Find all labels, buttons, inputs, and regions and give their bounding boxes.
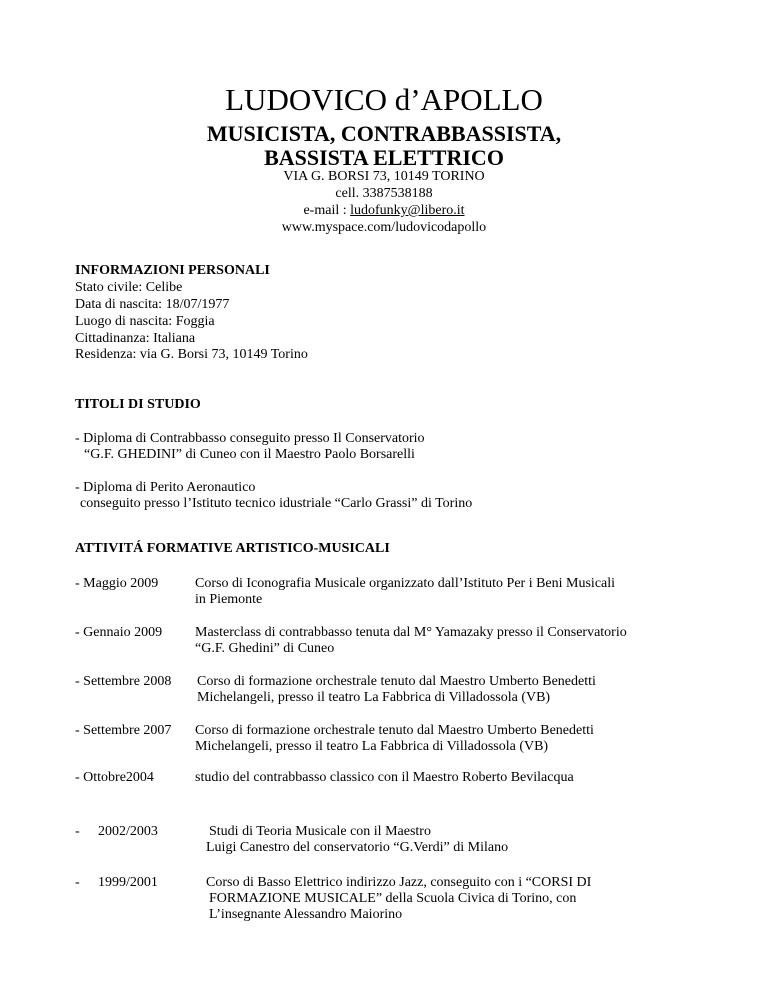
email-link[interactable]: ludofunky@libero.it — [350, 203, 465, 218]
studies-heading: TITOLI DI STUDIO — [75, 397, 201, 412]
entry-desc: Michelangeli, presso il teatro La Fabbrica di Villadossola (VB) — [197, 690, 551, 705]
entry-desc: Michelangeli, presso il teatro La Fabbrica di Villadossola (VB) — [195, 739, 549, 754]
email-label: e-mail : — [303, 203, 351, 218]
entry-desc: FORMAZIONE MUSICALE” della Scuola Civica di Torino, con — [209, 891, 577, 906]
entry-desc: Luigi Canestro del conservatorio “G.Verdi” di Milano — [206, 840, 509, 855]
cv-title-line1: MUSICISTA, CONTRABBASSISTA, — [206, 121, 562, 146]
entry-desc: studio del contrabbasso classico con il Maestro Roberto Bevilacqua — [195, 770, 574, 785]
entry-date: 1999/2001 — [98, 875, 158, 890]
entry-date: - Maggio 2009 — [75, 576, 159, 591]
entry-desc: Masterclass di contrabbasso tenuta dal M° Yamazaky presso il Conservatorio — [195, 625, 627, 640]
study-item: conseguito presso l’Istituto tecnico idustriale “Carlo Grassi” di Torino — [80, 496, 473, 511]
personal-line: Data di nascita: 18/07/1977 — [75, 297, 230, 312]
personal-line: Luogo di nascita: Foggia — [75, 314, 215, 329]
study-item: “G.F. GHEDINI” di Cuneo con il Maestro Paolo Borsarelli — [84, 447, 415, 462]
entry-desc: Corso di formazione orchestrale tenuto dal Maestro Umberto Benedetti — [197, 674, 596, 689]
entry-desc: Corso di Iconografia Musicale organizzato dall’Istituto Per i Beni Musicali — [195, 576, 616, 591]
entry-desc: L’insegnante Alessandro Maiorino — [209, 907, 403, 922]
entry-desc: Corso di Basso Elettrico indirizzo Jazz, conseguito con i “CORSI DI — [206, 875, 592, 890]
address: VIA G. BORSI 73, 10149 TORINO — [283, 169, 485, 184]
study-item: - Diploma di Contrabbasso conseguito presso Il Conservatorio — [75, 431, 425, 446]
entry-dash: - — [75, 875, 80, 890]
email-line — [0, 202, 768, 219]
personal-line: Stato civile: Celibe — [75, 280, 183, 295]
entry-date: - Settembre 2008 — [75, 674, 172, 689]
cv-title-line2: BASSISTA ELETTRICO — [264, 145, 504, 170]
entry-date: 2002/2003 — [98, 824, 158, 839]
entry-desc: Studi di Teoria Musicale con il Maestro — [209, 824, 431, 839]
study-item: - Diploma di Perito Aeronautico — [75, 480, 256, 495]
personal-line: Residenza: via G. Borsi 73, 10149 Torino — [75, 347, 308, 362]
entry-dash: - — [75, 824, 80, 839]
cv-name: LUDOVICO d’APOLLO — [225, 82, 543, 117]
website[interactable]: www.myspace.com/ludovicodapollo — [281, 220, 487, 235]
entry-date: - Ottobre2004 — [75, 770, 154, 785]
personal-line: Cittadinanza: Italiana — [75, 331, 196, 346]
entry-date: - Settembre 2007 — [75, 723, 172, 738]
training-heading: ATTIVITÁ FORMATIVE ARTISTICO-MUSICALI — [75, 541, 390, 556]
personal-heading: INFORMAZIONI PERSONALI — [75, 263, 270, 278]
cell-phone: cell. 3387538188 — [335, 186, 433, 201]
entry-desc: “G.F. Ghedini” di Cuneo — [195, 641, 335, 656]
entry-date: - Gennaio 2009 — [75, 625, 163, 640]
entry-desc: in Piemonte — [195, 592, 263, 607]
entry-desc: Corso di formazione orchestrale tenuto dal Maestro Umberto Benedetti — [195, 723, 594, 738]
